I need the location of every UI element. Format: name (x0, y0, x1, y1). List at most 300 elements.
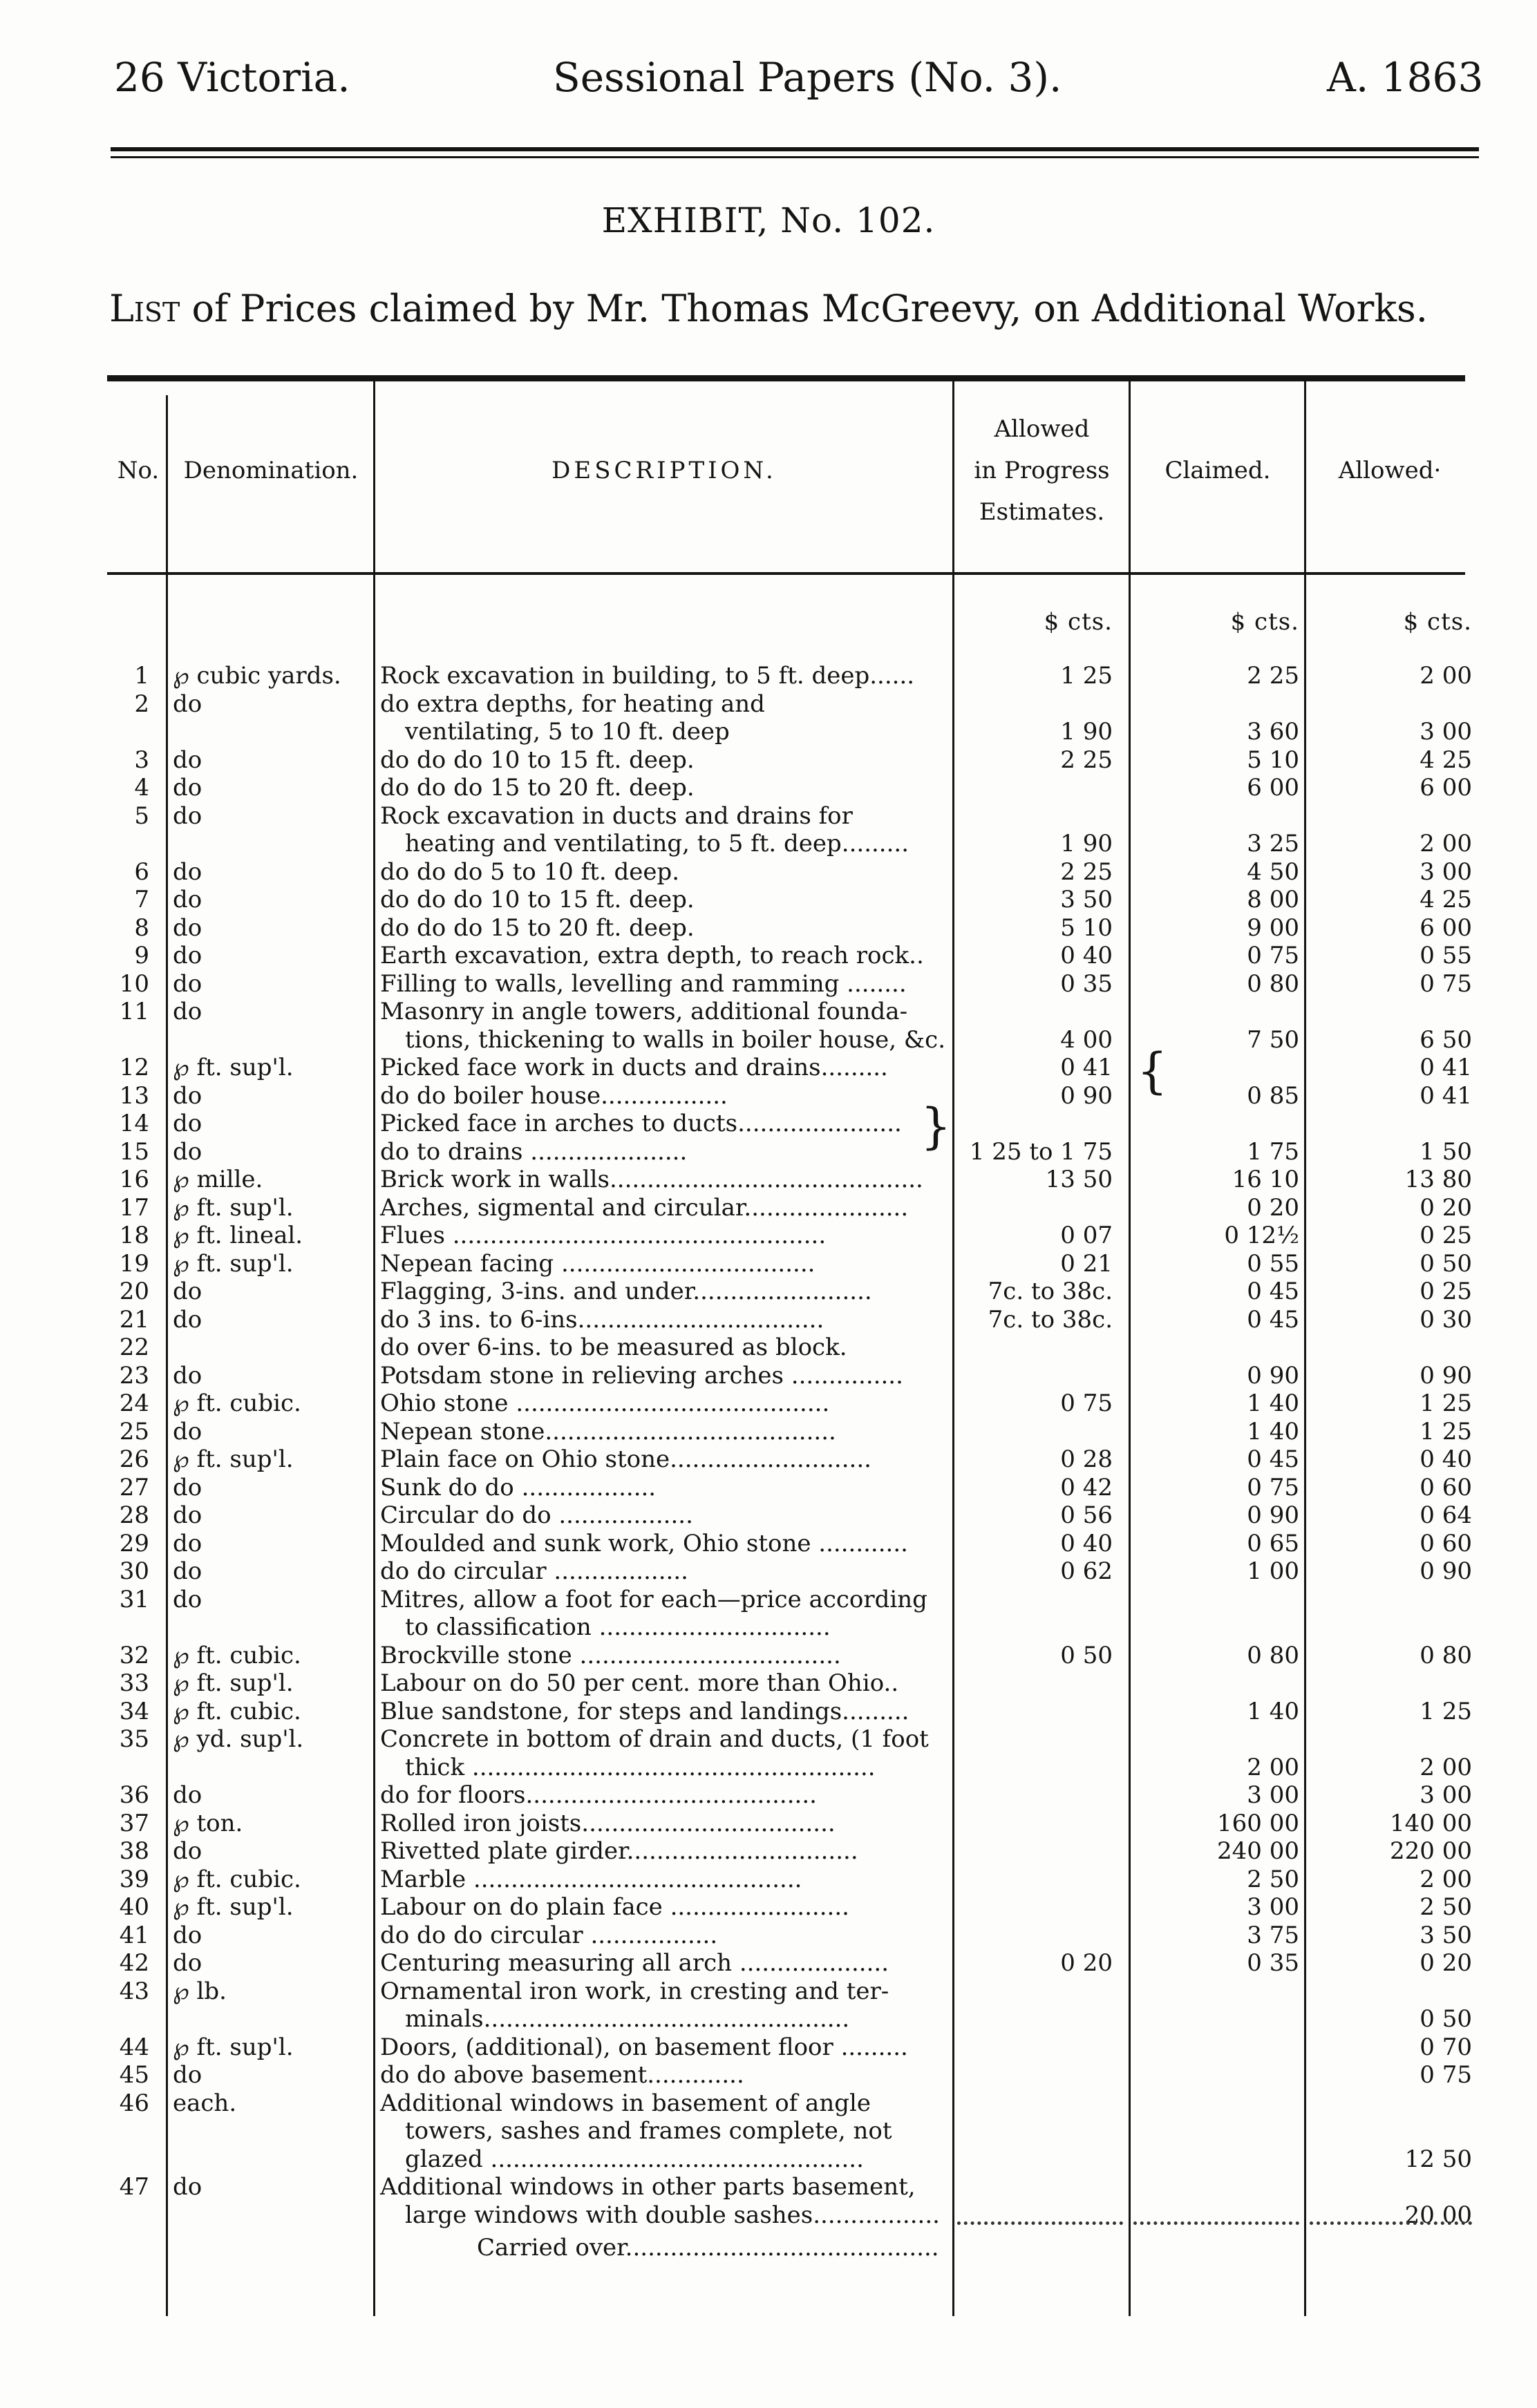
row-description: Ornamental iron work, in cresting and ter- (380, 1977, 889, 2005)
table-row (0, 942, 1537, 969)
row-description: Blue sandstone, for steps and landings......... (380, 1697, 909, 1725)
table-row (0, 1754, 1537, 1781)
row-description: Filling to walls, levelling and ramming ........ (380, 969, 907, 998)
table-row (0, 1557, 1537, 1585)
row-claimed: 3 60 (1247, 718, 1299, 746)
row-allowed-progress: 0 35 (1060, 969, 1113, 998)
col-header-allowed: Allowed· (1338, 457, 1442, 484)
row-denomination: do (173, 1557, 202, 1585)
table-row (0, 2173, 1537, 2201)
row-allowed-progress: 0 62 (1060, 1557, 1113, 1585)
table-row (0, 1949, 1537, 1977)
row-allowed-progress: 5 10 (1060, 913, 1113, 942)
row-claimed: 0 80 (1247, 969, 1299, 998)
row-claimed: 0 45 (1247, 1445, 1299, 1473)
row-denomination: do (173, 886, 202, 913)
row-allowed: 0 40 (1420, 1445, 1472, 1473)
row-allowed: 4 25 (1420, 886, 1472, 913)
row-number: 35 (119, 1725, 149, 1753)
row-number: 8 (134, 913, 149, 942)
table-row (0, 2201, 1537, 2229)
row-denomination: do (173, 746, 202, 774)
row-allowed-progress: 1 25 to 1 75 (969, 1137, 1113, 1166)
row-allowed-progress: 7c. to 38c. (988, 1278, 1113, 1305)
row-claimed: 1 40 (1247, 1697, 1299, 1725)
row-description: Potsdam stone in relieving arches ............... (380, 1361, 903, 1390)
col-header-allowed-progress-2: in Progress (974, 457, 1110, 484)
row-allowed: 0 25 (1420, 1222, 1472, 1249)
row-description: Labour on do plain face ........................ (380, 1893, 849, 1921)
row-allowed: 4 25 (1420, 746, 1472, 774)
row-description: Flues .................................................. (380, 1222, 827, 1249)
table-row (0, 2005, 1537, 2033)
row-number: 10 (119, 969, 149, 998)
row-denomination: do (173, 1529, 202, 1557)
row-number: 9 (134, 942, 149, 969)
table-row (0, 1698, 1537, 1725)
table-row (0, 2061, 1537, 2089)
table-row (0, 662, 1537, 690)
row-claimed: 0 90 (1247, 1361, 1299, 1390)
row-number: 20 (119, 1278, 149, 1305)
row-number: 13 (119, 1081, 149, 1110)
row-denomination: ℘ ft. sup'l. (173, 1249, 294, 1278)
row-denomination: ℘ lb. (173, 1977, 227, 2005)
row-allowed-progress: 2 25 (1060, 746, 1113, 774)
table-row (0, 2145, 1537, 2173)
table-row (0, 970, 1537, 998)
table-row (0, 1474, 1537, 1501)
header-right: A. 1863 (1327, 54, 1484, 101)
row-denomination: ℘ ft. cubic. (173, 1697, 301, 1725)
table-row (0, 2117, 1537, 2145)
row-description: Mitres, allow a foot for each—price according (380, 1585, 927, 1613)
col-header-no: No. (117, 457, 160, 484)
row-description: Nepean facing .................................. (380, 1249, 815, 1278)
row-description: ventilating, 5 to 10 ft. deep (405, 718, 730, 746)
row-number: 46 (119, 2089, 149, 2117)
row-denomination: ℘ ft. sup'l. (173, 1893, 294, 1921)
row-allowed: 0 50 (1420, 1249, 1472, 1278)
total-dots-claimed (1133, 2221, 1299, 2225)
row-allowed: 1 25 (1420, 1697, 1472, 1725)
row-number: 26 (119, 1445, 149, 1473)
row-claimed: 2 50 (1247, 1865, 1299, 1893)
col-header-claimed: Claimed. (1164, 457, 1271, 484)
row-description: Moulded and sunk work, Ohio stone ............ (380, 1529, 908, 1557)
row-allowed: 0 50 (1420, 2005, 1472, 2033)
row-number: 12 (119, 1054, 149, 1081)
table-row (0, 1138, 1537, 1166)
row-description: Earth excavation, extra depth, to reach rock.. (380, 942, 924, 969)
row-claimed: 8 00 (1247, 886, 1299, 913)
row-description: Sunk do do .................. (380, 1473, 657, 1501)
row-description: Brick work in walls.......................................... (380, 1166, 923, 1193)
table-row (0, 1669, 1537, 1697)
table-row (0, 1082, 1537, 1110)
table-row (0, 1418, 1537, 1445)
row-number: 32 (119, 1641, 149, 1669)
row-denomination: ℘ yd. sup'l. (173, 1725, 304, 1753)
row-allowed: 0 90 (1420, 1557, 1472, 1585)
row-allowed: 3 00 (1420, 1781, 1472, 1809)
row-description: large windows with double sashes................. (405, 2201, 940, 2229)
row-description: Brockville stone ................................... (380, 1641, 841, 1669)
row-allowed: 1 25 (1420, 1417, 1472, 1445)
row-claimed: 0 75 (1247, 1473, 1299, 1501)
row-description: do 3 ins. to 6-ins................................. (380, 1305, 824, 1334)
table-row (0, 1306, 1537, 1334)
row-allowed: 2 00 (1420, 830, 1472, 857)
row-allowed: 1 25 (1420, 1390, 1472, 1417)
row-denomination: do (173, 969, 202, 998)
row-description: towers, sashes and frames complete, not (405, 2117, 892, 2145)
row-number: 16 (119, 1166, 149, 1193)
row-description: do do above basement............. (380, 2061, 744, 2089)
row-claimed: 0 65 (1247, 1529, 1299, 1557)
row-number: 5 (134, 802, 149, 830)
table-row (0, 1026, 1537, 1054)
row-claimed: 3 75 (1247, 1921, 1299, 1949)
row-allowed-progress: 0 40 (1060, 942, 1113, 969)
row-description: do do do circular ................. (380, 1921, 718, 1949)
row-allowed: 0 60 (1420, 1473, 1472, 1501)
row-denomination: do (173, 1837, 202, 1865)
row-claimed: 0 80 (1247, 1641, 1299, 1669)
row-denomination: do (173, 2173, 202, 2201)
row-denomination: ℘ ft. sup'l. (173, 2033, 294, 2061)
row-denomination: do (173, 1110, 202, 1137)
table-row (0, 1642, 1537, 1669)
row-number: 43 (119, 1977, 149, 2005)
brace-claimed-12-13: { (1137, 1043, 1168, 1099)
row-number: 37 (119, 1809, 149, 1837)
row-claimed: 4 50 (1247, 857, 1299, 886)
row-description: Arches, sigmental and circular...................... (380, 1193, 909, 1222)
row-number: 6 (134, 857, 149, 886)
row-claimed: 0 35 (1247, 1949, 1299, 1977)
row-allowed: 140 00 (1390, 1809, 1472, 1837)
row-number: 7 (134, 886, 149, 913)
row-description: minals................................................. (405, 2005, 850, 2033)
row-allowed: 0 75 (1420, 2061, 1472, 2089)
row-claimed: 0 12½ (1224, 1222, 1299, 1249)
row-number: 33 (119, 1669, 149, 1697)
row-allowed-progress: 0 90 (1060, 1081, 1113, 1110)
row-number: 21 (119, 1305, 149, 1334)
row-allowed-progress: 0 20 (1060, 1949, 1113, 1977)
row-allowed: 0 25 (1420, 1278, 1472, 1305)
header-left: 26 Victoria. (114, 54, 350, 101)
row-denomination: do (173, 1781, 202, 1809)
table-row (0, 690, 1537, 718)
row-description: Flagging, 3-ins. and under........................ (380, 1278, 872, 1305)
row-denomination: do (173, 942, 202, 969)
row-description: Plain face on Ohio stone........................... (380, 1445, 871, 1473)
row-claimed: 240 00 (1217, 1837, 1299, 1865)
table-row (0, 998, 1537, 1025)
row-allowed-progress: 2 25 (1060, 857, 1113, 886)
row-allowed: 13 80 (1404, 1166, 1472, 1193)
row-description: Ohio stone .......................................... (380, 1390, 830, 1417)
row-allowed: 3 00 (1420, 718, 1472, 746)
row-allowed: 20 00 (1404, 2201, 1472, 2229)
table-row (0, 1110, 1537, 1137)
row-allowed: 2 50 (1420, 1893, 1472, 1921)
row-denomination: do (173, 1501, 202, 1529)
table-row (0, 1501, 1537, 1529)
table-row (0, 718, 1537, 746)
row-description: Additional windows in basement of angle (380, 2089, 871, 2117)
row-number: 4 (134, 774, 149, 802)
table-row (0, 1222, 1537, 1249)
row-claimed: 0 85 (1247, 1081, 1299, 1110)
row-denomination: each. (173, 2089, 237, 2117)
unit-claimed: $ cts. (1230, 608, 1299, 636)
table-row (0, 1866, 1537, 1893)
row-description: do extra depths, for heating and (380, 690, 765, 718)
row-claimed: 1 75 (1247, 1137, 1299, 1166)
row-denomination: do (173, 1081, 202, 1110)
table-row (0, 1725, 1537, 1753)
table-row (0, 1893, 1537, 1921)
row-denomination: ℘ mille. (173, 1166, 263, 1193)
table-row (0, 1445, 1537, 1473)
row-number: 42 (119, 1949, 149, 1977)
table-row (0, 1530, 1537, 1557)
table-row (0, 2033, 1537, 2061)
row-description: do over 6-ins. to be measured as block. (380, 1334, 847, 1361)
row-claimed: 0 75 (1247, 942, 1299, 969)
row-allowed: 0 20 (1420, 1193, 1472, 1222)
row-number: 23 (119, 1361, 149, 1390)
row-allowed: 0 64 (1420, 1501, 1472, 1529)
row-allowed-progress: 3 50 (1060, 886, 1113, 913)
row-denomination: do (173, 1949, 202, 1977)
unit-allowed-progress: $ cts. (1044, 608, 1113, 636)
row-description: do do boiler house................. (380, 1081, 728, 1110)
unit-allowed: $ cts. (1403, 608, 1472, 636)
row-allowed-progress: 0 40 (1060, 1529, 1113, 1557)
row-claimed: 3 00 (1247, 1781, 1299, 1809)
row-description: Rock excavation in ducts and drains for (380, 802, 853, 830)
row-allowed: 6 50 (1420, 1025, 1472, 1054)
row-denomination: ℘ ft. cubic. (173, 1641, 301, 1669)
row-description: Additional windows in other parts basement, (380, 2173, 916, 2201)
col-header-description: DESCRIPTION. (551, 457, 777, 484)
table-row (0, 1810, 1537, 1837)
row-description: do do do 10 to 15 ft. deep. (380, 746, 695, 774)
row-number: 3 (134, 746, 149, 774)
row-allowed: 0 30 (1420, 1305, 1472, 1334)
row-allowed-progress: 0 56 (1060, 1501, 1113, 1529)
table-row (0, 1837, 1537, 1865)
row-allowed-progress: 0 75 (1060, 1390, 1113, 1417)
row-number: 17 (119, 1193, 149, 1222)
row-denomination: do (173, 690, 202, 718)
total-dots-allowed (1310, 2221, 1472, 2225)
row-allowed: 12 50 (1404, 2145, 1472, 2173)
row-description: do do do 5 to 10 ft. deep. (380, 857, 680, 886)
row-number: 41 (119, 1921, 149, 1949)
row-description: do do do 10 to 15 ft. deep. (380, 886, 695, 913)
row-description: Nepean stone....................................... (380, 1417, 836, 1445)
row-denomination: do (173, 1921, 202, 1949)
row-denomination: ℘ ton. (173, 1809, 243, 1837)
row-claimed: 0 55 (1247, 1249, 1299, 1278)
row-claimed: 1 40 (1247, 1417, 1299, 1445)
row-allowed-progress: 0 07 (1060, 1222, 1113, 1249)
row-allowed: 220 00 (1390, 1837, 1472, 1865)
row-allowed-progress: 1 90 (1060, 718, 1113, 746)
row-denomination: ℘ ft. lineal. (173, 1222, 303, 1249)
row-number: 31 (119, 1585, 149, 1613)
row-denomination: do (173, 913, 202, 942)
row-allowed-progress: 0 28 (1060, 1445, 1113, 1473)
row-allowed: 0 90 (1420, 1361, 1472, 1390)
row-description: thick ...................................................... (405, 1753, 876, 1781)
row-claimed: 3 00 (1247, 1893, 1299, 1921)
row-allowed: 0 60 (1420, 1529, 1472, 1557)
table-rule-header (107, 572, 1465, 575)
row-number: 14 (119, 1110, 149, 1137)
table-row (0, 1166, 1537, 1193)
row-number: 18 (119, 1222, 149, 1249)
row-claimed: 1 00 (1247, 1557, 1299, 1585)
row-description: do do circular .................. (380, 1557, 688, 1585)
row-denomination: ℘ cubic yards. (173, 662, 341, 690)
table-row (0, 1194, 1537, 1222)
row-description: Masonry in angle towers, additional founda- (380, 998, 908, 1025)
row-denomination: do (173, 774, 202, 802)
row-claimed: 160 00 (1217, 1809, 1299, 1837)
table-row (0, 746, 1537, 774)
row-allowed: 0 80 (1420, 1641, 1472, 1669)
row-description: Marble ............................................ (380, 1865, 802, 1893)
table-row (0, 1390, 1537, 1417)
row-number: 19 (119, 1249, 149, 1278)
subtitle-text: of Prices claimed by Mr. Thomas McGreevy, on Additional Works. (180, 287, 1428, 330)
row-number: 27 (119, 1473, 149, 1501)
header-rule-bottom (111, 156, 1479, 158)
row-number: 22 (119, 1334, 149, 1361)
row-claimed: 0 20 (1247, 1193, 1299, 1222)
row-allowed: 1 50 (1420, 1137, 1472, 1166)
col-header-allowed-progress-1: Allowed (994, 415, 1090, 443)
carried-over: Carried over.......................................... (477, 2234, 939, 2262)
table-row (0, 1978, 1537, 2005)
brace-description-14-15: } (921, 1098, 952, 1155)
row-claimed: 1 40 (1247, 1390, 1299, 1417)
row-denomination: ℘ ft. sup'l. (173, 1669, 294, 1697)
exhibit-title: EXHIBIT, No. 102. (601, 200, 936, 240)
table-row (0, 858, 1537, 886)
row-description: heating and ventilating, to 5 ft. deep......... (405, 830, 909, 857)
row-allowed: 0 75 (1420, 969, 1472, 998)
row-description: Circular do do .................. (380, 1501, 693, 1529)
row-allowed: 6 00 (1420, 913, 1472, 942)
table-row (0, 802, 1537, 830)
header-rule-top (111, 147, 1479, 151)
row-denomination: do (173, 1278, 202, 1305)
row-allowed: 3 00 (1420, 857, 1472, 886)
row-allowed-progress: 1 90 (1060, 830, 1113, 857)
table-row (0, 1362, 1537, 1390)
row-number: 39 (119, 1865, 149, 1893)
row-claimed: 0 90 (1247, 1501, 1299, 1529)
row-allowed-progress: 13 50 (1045, 1166, 1113, 1193)
row-denomination: do (173, 802, 202, 830)
row-denomination: do (173, 2061, 202, 2089)
header-center: Sessional Papers (No. 3). (553, 54, 1062, 101)
row-claimed: 5 10 (1247, 746, 1299, 774)
table-row (0, 886, 1537, 913)
table-row (0, 1613, 1537, 1641)
table-row (0, 1781, 1537, 1809)
table-row (0, 1586, 1537, 1613)
table-row (0, 2089, 1537, 2117)
row-denomination: ℘ ft. cubic. (173, 1865, 301, 1893)
row-denomination: do (173, 1305, 202, 1334)
row-claimed: 0 45 (1247, 1305, 1299, 1334)
row-number: 11 (119, 998, 149, 1025)
row-description: glazed .................................................. (405, 2145, 864, 2173)
row-description: Centuring measuring all arch .................... (380, 1949, 889, 1977)
row-description: do to drains ..................... (380, 1137, 688, 1166)
row-claimed: 3 25 (1247, 830, 1299, 857)
col-header-allowed-progress-3: Estimates. (979, 498, 1105, 526)
row-allowed: 0 41 (1420, 1054, 1472, 1081)
row-allowed-progress: 0 21 (1060, 1249, 1113, 1278)
row-allowed: 6 00 (1420, 774, 1472, 802)
row-claimed: 16 10 (1232, 1166, 1299, 1193)
row-allowed: 0 41 (1420, 1081, 1472, 1110)
row-description: Rivetted plate girder............................... (380, 1837, 858, 1865)
row-allowed-progress: 1 25 (1060, 662, 1113, 690)
row-number: 38 (119, 1837, 149, 1865)
row-denomination: do (173, 1137, 202, 1166)
row-claimed: 2 00 (1247, 1753, 1299, 1781)
row-denomination: do (173, 998, 202, 1025)
table-rule-top (107, 375, 1465, 381)
row-number: 36 (119, 1781, 149, 1809)
row-claimed: 0 45 (1247, 1278, 1299, 1305)
row-number: 45 (119, 2061, 149, 2089)
row-description: do do do 15 to 20 ft. deep. (380, 913, 695, 942)
subtitle-lead: List (109, 287, 180, 330)
row-denomination: ℘ ft. sup'l. (173, 1445, 294, 1473)
row-allowed-progress: 0 41 (1060, 1054, 1113, 1081)
table-row (0, 774, 1537, 802)
row-number: 47 (119, 2173, 149, 2201)
row-allowed: 2 00 (1420, 1865, 1472, 1893)
row-denomination: ℘ ft. cubic. (173, 1390, 301, 1417)
table-row (0, 830, 1537, 857)
row-number: 30 (119, 1557, 149, 1585)
row-description: Rolled iron joists.................................. (380, 1809, 836, 1837)
row-denomination: do (173, 857, 202, 886)
row-description: do do do 15 to 20 ft. deep. (380, 774, 695, 802)
row-description: Picked face work in ducts and drains......... (380, 1054, 888, 1081)
row-allowed-progress: 7c. to 38c. (988, 1305, 1113, 1334)
subtitle (0, 287, 1537, 330)
row-allowed-progress: 4 00 (1060, 1025, 1113, 1054)
table-row (0, 1054, 1537, 1081)
row-claimed: 6 00 (1247, 774, 1299, 802)
row-description: Picked face in arches to ducts...................... (380, 1110, 902, 1137)
row-description: Labour on do 50 per cent. more than Ohio.. (380, 1669, 899, 1697)
total-dots-progress (957, 2221, 1123, 2225)
